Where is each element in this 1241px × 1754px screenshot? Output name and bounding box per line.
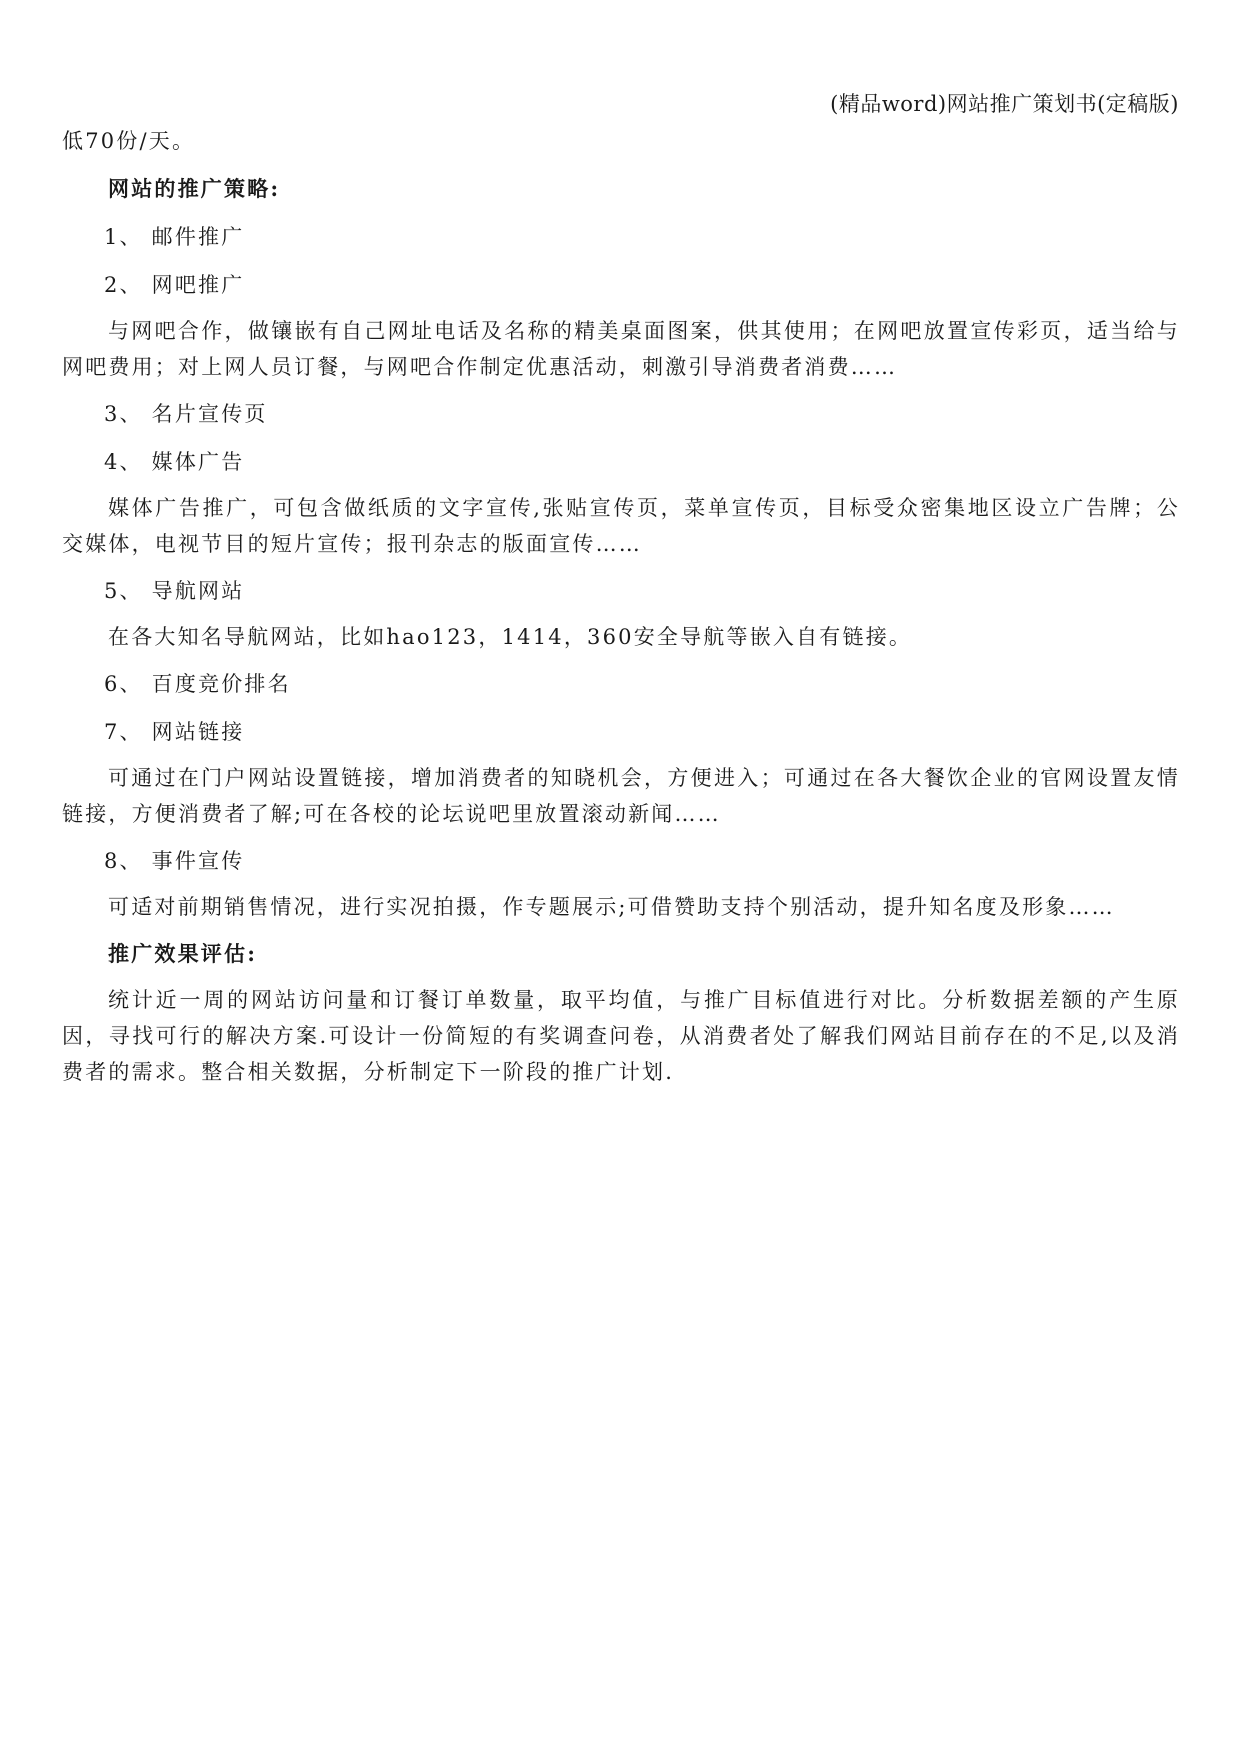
paragraph-netcafe: 与网吧合作，做镶嵌有自己网址电话及名称的精美桌面图案，供其使用；在网吧放置宣传彩页，适当给与网吧费用；对上网人员订餐，与网吧合作制定优惠活动，刺激引导消费者消费…… (62, 319, 1180, 379)
intro-line: 低70份/天。 (62, 129, 196, 153)
paragraph-evaluation: 统计近一周的网站访问量和订餐订单数量，取平均值，与推广目标值进行对比。分析数据差额的产生原因，寻找可行的解决方案.可设计一份简短的有奖调查问卷，从消费者处了解我们网站目前存在的不足,以及消费者的需求。整合相关数据，分析制定下一阶段的推广计划. (62, 988, 1180, 1084)
strategy-heading: 网站的推广策略: (108, 176, 281, 201)
list-item-site-links: 7、 网站链接 (104, 720, 245, 744)
list-item-email: 1、 邮件推广 (104, 225, 245, 249)
list-item-nav-sites: 5、 导航网站 (104, 579, 245, 603)
list-item-netcafe: 2、 网吧推广 (104, 273, 245, 297)
paragraph-media-ads: 媒体广告推广，可包含做纸质的文字宣传,张贴宣传页，菜单宣传页，目标受众密集地区设立广告牌；公交媒体，电视节目的短片宣传；报刊杂志的版面宣传…… (62, 496, 1180, 556)
document-body (62, 126, 1180, 1090)
paragraph-nav-sites: 在各大知名导航网站，比如hao123，1414，360安全导航等嵌入自有链接。 (108, 625, 913, 649)
paragraph-site-links: 可通过在门户网站设置链接，增加消费者的知晓机会，方便进入；可通过在各大餐饮企业的官网设置友情链接，方便消费者了解;可在各校的论坛说吧里放置滚动新闻…… (62, 766, 1180, 826)
list-item-event-promo: 8、 事件宣传 (104, 849, 245, 873)
list-item-card-flyer: 3、 名片宣传页 (104, 402, 268, 426)
paragraph-event-promo: 可适对前期销售情况，进行实况拍摄，作专题展示;可借赞助支持个别活动，提升知名度及形象…… (108, 895, 1115, 919)
list-item-baidu-bidding: 6、 百度竞价排名 (104, 672, 291, 696)
document-header-title: (精品word)网站推广策划书(定稿版) (830, 92, 1179, 116)
evaluation-heading: 推广效果评估: (108, 941, 258, 966)
list-item-media-ads: 4、 媒体广告 (104, 450, 245, 474)
